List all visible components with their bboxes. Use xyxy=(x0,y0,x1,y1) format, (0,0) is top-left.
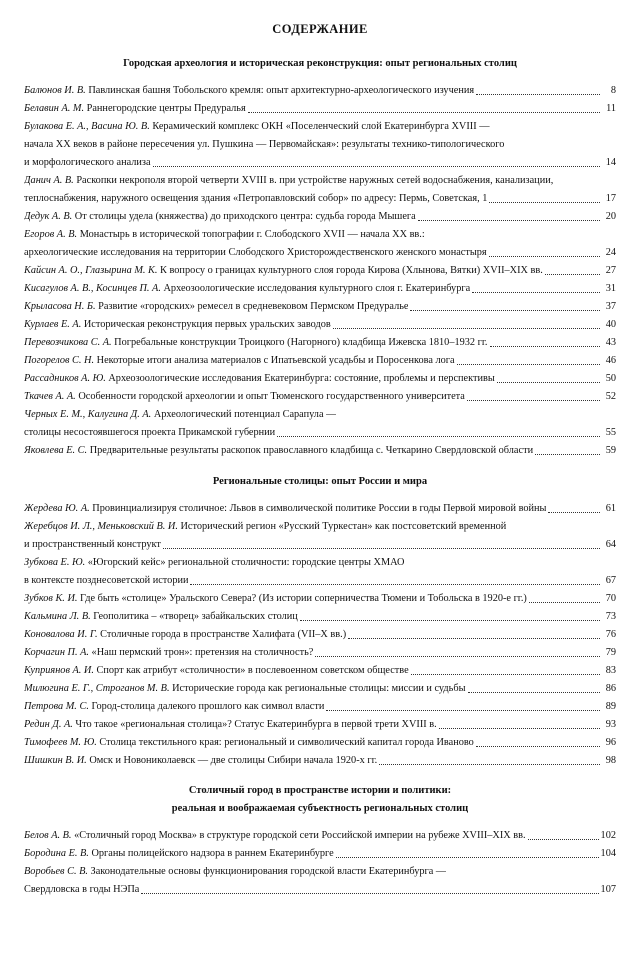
dot-leader xyxy=(457,364,600,365)
page-number: 40 xyxy=(605,319,616,330)
entry-text xyxy=(24,442,533,460)
entry-author: Коновалова И. Г. xyxy=(24,629,98,640)
entry-line xyxy=(24,536,616,554)
page-number: 70 xyxy=(605,593,616,604)
entry-line xyxy=(24,626,616,644)
dot-leader xyxy=(529,602,600,603)
section-title: Столичный город в пространстве истории и политики: xyxy=(188,785,452,796)
entry-text xyxy=(24,244,487,262)
entry-line xyxy=(24,208,616,226)
entry-author: Крыласова Н. Б. xyxy=(24,301,96,312)
entry-author: Перевозчикова С. А. xyxy=(24,337,112,348)
entry-text xyxy=(24,500,546,518)
entry-title: Некоторые итоги анализа материалов с Ипатьевской усадьбы и Поросенкова лога xyxy=(96,355,455,366)
entry-text xyxy=(24,334,488,352)
entry-title: Органы полицейского надзора в раннем Екатеринбурге xyxy=(91,848,334,859)
entry-text xyxy=(24,424,275,442)
entry-title: Город-столица далекого прошлого как символ власти xyxy=(91,701,325,712)
entry-line xyxy=(24,370,616,388)
dot-leader xyxy=(248,112,600,113)
entry-line xyxy=(24,352,616,370)
toc-entry[interactable] xyxy=(24,680,616,698)
page-number: 67 xyxy=(605,575,616,586)
entry-line xyxy=(24,172,616,190)
entry-text xyxy=(24,82,474,100)
entry-text xyxy=(24,298,408,316)
entry-text xyxy=(24,262,543,280)
entry-text xyxy=(24,208,416,226)
entry-line xyxy=(24,881,616,899)
dot-leader xyxy=(163,548,600,549)
entry-text xyxy=(24,118,490,136)
entry-text xyxy=(24,280,470,298)
toc-entry[interactable] xyxy=(24,734,616,752)
toc-entry[interactable] xyxy=(24,262,616,280)
entry-author: Зубкова Е. Ю. xyxy=(24,557,86,568)
page-number: 64 xyxy=(605,539,616,550)
entry-title: «Столичный город Москва» в структуре городской сети Российской империи на рубеже XVIII–XIX вв. xyxy=(74,830,526,841)
dot-leader xyxy=(528,839,599,840)
entry-author: Кальмина Л. В. xyxy=(24,611,91,622)
entry-text xyxy=(24,536,161,554)
entry-text xyxy=(24,316,331,334)
page-number: 55 xyxy=(605,427,616,438)
page-number: 31 xyxy=(605,283,616,294)
entry-title: начала XX веков в районе пересечения ул. Пушкина — Первомайская»: результаты технико-типологического xyxy=(24,139,505,150)
entry-line xyxy=(24,424,616,442)
entry-line xyxy=(24,190,616,208)
dot-leader xyxy=(418,220,600,221)
dot-leader xyxy=(476,746,600,747)
entry-text xyxy=(24,370,495,388)
page-number: 102 xyxy=(600,830,616,841)
entry-author: Егоров А. В. xyxy=(24,229,78,240)
toc-entry[interactable] xyxy=(24,845,616,863)
entry-line xyxy=(24,298,616,316)
entry-title: Столичные города в пространстве Халифата (VII–X вв.) xyxy=(100,629,347,640)
dot-leader xyxy=(379,764,600,765)
section-title: реальная и воображаемая субъектность региональных столиц xyxy=(171,803,469,814)
section-title: Региональные столицы: опыт России и мира xyxy=(212,476,428,487)
entry-author: Корчагин П. А. xyxy=(24,647,89,658)
toc-entry[interactable] xyxy=(24,352,616,370)
entry-title: Спорт как атрибут «столичности» в послевоенном советском обществе xyxy=(96,665,409,676)
entry-title: Особенности городской археологии и опыт Тюменского государственного университета xyxy=(78,391,465,402)
entry-title: в контексте позднесоветской истории xyxy=(24,575,189,586)
entry-author: Белавин А. М. xyxy=(24,103,85,114)
entry-title: Историческая реконструкция первых уральских заводов xyxy=(83,319,331,330)
entry-author: Куприянов А. И. xyxy=(24,665,94,676)
toc-entry[interactable] xyxy=(24,172,616,208)
page-number: 17 xyxy=(605,193,616,204)
entry-title: Археозоологические исследования культурного слоя г. Екатеринбурга xyxy=(163,283,471,294)
entry-title: Свердловска в годы НЭПа xyxy=(24,884,140,895)
page-number: 107 xyxy=(600,884,616,895)
entry-author: Кисагулов А. В., Косинцев П. А. xyxy=(24,283,161,294)
dot-leader xyxy=(326,710,600,711)
entry-author: Черных Е. М., Калугина Д. А. xyxy=(24,409,152,420)
toc-entry[interactable] xyxy=(24,554,616,590)
page-title: СОДЕРЖАНИЕ xyxy=(272,22,368,36)
entry-author: Балюнов И. В. xyxy=(24,85,86,96)
entry-text xyxy=(24,716,437,734)
page-number: 96 xyxy=(605,737,616,748)
toc-entry[interactable] xyxy=(24,662,616,680)
dot-leader xyxy=(548,512,600,513)
entry-line xyxy=(24,752,616,770)
toc-entry-list xyxy=(24,82,616,460)
page-number: 79 xyxy=(605,647,616,658)
entry-title: Развитие «городских» ремесел в средневековом Пермском Предуралье xyxy=(98,301,409,312)
page-number: 20 xyxy=(605,211,616,222)
entry-text xyxy=(24,388,465,406)
toc-entry-list xyxy=(24,827,616,899)
toc-entry[interactable] xyxy=(24,752,616,770)
page-number: 8 xyxy=(610,85,616,96)
entry-author: Яковлева Е. С. xyxy=(24,445,88,456)
dot-leader xyxy=(468,692,600,693)
toc-entry[interactable] xyxy=(24,370,616,388)
page-number: 73 xyxy=(605,611,616,622)
dot-leader xyxy=(315,656,600,657)
entry-line xyxy=(24,316,616,334)
entry-author: Кайсин А. О., Глазырина М. К. xyxy=(24,265,158,276)
entry-text xyxy=(24,626,346,644)
entry-author: Петрова М. С. xyxy=(24,701,89,712)
dot-leader xyxy=(153,166,600,167)
page-number: 14 xyxy=(605,157,616,168)
entry-title: и морфологического анализа xyxy=(24,157,151,168)
entry-line xyxy=(24,590,616,608)
dot-leader xyxy=(300,620,600,621)
entry-author: Бородина Е. В. xyxy=(24,848,89,859)
entry-author: Рассадников А. Ю. xyxy=(24,373,106,384)
entry-author: Ткачев А. А. xyxy=(24,391,76,402)
entry-text xyxy=(24,644,313,662)
toc-entry[interactable] xyxy=(24,827,616,845)
dot-leader xyxy=(489,202,600,203)
entry-title: «Наш пермский трон»: претензия на столичность? xyxy=(91,647,314,658)
toc-section xyxy=(24,782,616,899)
entry-text xyxy=(24,172,553,190)
entry-author: Тимофеев М. Ю. xyxy=(24,737,97,748)
entry-line xyxy=(24,334,616,352)
entry-line xyxy=(24,442,616,460)
toc-entry[interactable] xyxy=(24,518,616,554)
toc-entry[interactable] xyxy=(24,406,616,442)
entry-text xyxy=(24,100,246,118)
page-number: 11 xyxy=(606,103,616,114)
dot-leader xyxy=(333,328,600,329)
entry-line xyxy=(24,845,616,863)
entry-title: Омск и Новониколаевск — две столицы Сибири начала 1920-х гг. xyxy=(89,755,378,766)
page-number: 83 xyxy=(605,665,616,676)
entry-title: столицы несостоявшегося проекта Прикамской губернии xyxy=(24,427,276,438)
toc-section xyxy=(24,55,616,460)
entry-text xyxy=(24,590,527,608)
entry-title: теплоснабжения, наружного освещения здания «Петропавловский собор» по адресу: Пермь, Советская, 1 xyxy=(24,193,488,204)
toc-entry[interactable] xyxy=(24,500,616,518)
dot-leader xyxy=(411,674,600,675)
toc-entry[interactable] xyxy=(24,644,616,662)
entry-title: Исторические города как региональные столицы: миссии и судьбы xyxy=(172,683,466,694)
dot-leader xyxy=(490,346,600,347)
entry-line xyxy=(24,734,616,752)
toc-entry[interactable] xyxy=(24,334,616,352)
entry-title: Законодательные основы функционирования городской власти Екатеринбурга — xyxy=(90,866,447,877)
entry-line xyxy=(24,226,616,244)
dot-leader xyxy=(190,584,600,585)
dot-leader xyxy=(277,436,600,437)
entry-text xyxy=(24,698,324,716)
toc-section xyxy=(24,473,616,770)
toc-entry[interactable] xyxy=(24,608,616,626)
entry-author: Жеребцов И. Л., Меньковский В. И. xyxy=(24,521,178,532)
entry-text xyxy=(24,662,409,680)
entry-title: Столица текстильного края: региональный и символический капитал города Иваново xyxy=(99,737,474,748)
entry-author: Погорелов С. Н. xyxy=(24,355,95,366)
toc-entry[interactable] xyxy=(24,388,616,406)
toc-entry[interactable] xyxy=(24,590,616,608)
entry-line xyxy=(24,280,616,298)
toc-entry[interactable] xyxy=(24,698,616,716)
entry-line xyxy=(24,608,616,626)
entry-title: К вопросу о границах культурного слоя города Кирова (Хлынова, Вятки) XVII–XIX вв. xyxy=(160,265,543,276)
entry-text xyxy=(24,554,405,572)
entry-text xyxy=(24,881,139,899)
toc-entry[interactable] xyxy=(24,118,616,172)
page-number: 104 xyxy=(600,848,616,859)
entry-title: Раннегородские центры Предуралья xyxy=(86,103,246,114)
dot-leader xyxy=(410,310,600,311)
entry-text xyxy=(24,845,334,863)
toc-entry[interactable] xyxy=(24,863,616,899)
entry-author: Белов А. В. xyxy=(24,830,72,841)
dot-leader xyxy=(535,454,600,455)
toc-entry[interactable] xyxy=(24,100,616,118)
entry-title: Павлинская башня Тобольского кремля: опыт архитектурно-археологического изучения xyxy=(88,85,475,96)
dot-leader xyxy=(348,638,600,639)
entry-line xyxy=(24,644,616,662)
entry-title: Погребальные конструкции Троицкого (Нагорного) кладбища Ижевска 1810–1932 гг. xyxy=(114,337,488,348)
entry-text xyxy=(24,572,188,590)
toc-entry-list xyxy=(24,500,616,770)
entry-line xyxy=(24,827,616,845)
entry-line xyxy=(24,500,616,518)
entry-title: Геополитика – «творец» забайкальских столиц xyxy=(93,611,298,622)
toc-entry[interactable] xyxy=(24,716,616,734)
entry-text xyxy=(24,863,446,881)
entry-line xyxy=(24,554,616,572)
toc-entry[interactable] xyxy=(24,316,616,334)
entry-line xyxy=(24,82,616,100)
entry-line xyxy=(24,100,616,118)
dot-leader xyxy=(141,893,598,894)
entry-text xyxy=(24,226,425,244)
page-number: 52 xyxy=(605,391,616,402)
dot-leader xyxy=(476,94,600,95)
dot-leader xyxy=(497,382,600,383)
page-number: 43 xyxy=(605,337,616,348)
entry-author: Редин Д. А. xyxy=(24,719,73,730)
entry-line xyxy=(24,262,616,280)
dot-leader xyxy=(472,292,600,293)
entry-text xyxy=(24,734,474,752)
entry-title: Керамический комплекс ОКН «Поселенческий слой Екатеринбурга XVIII — xyxy=(152,121,490,132)
page-number: 46 xyxy=(605,355,616,366)
entry-line xyxy=(24,518,616,536)
entry-line xyxy=(24,118,616,136)
entry-title: Монастырь в исторической топографии г. Слободского XVII — начала XX вв.: xyxy=(79,229,425,240)
entry-author: Воробьев С. В. xyxy=(24,866,88,877)
entry-line xyxy=(24,662,616,680)
entry-line xyxy=(24,136,616,154)
dot-leader xyxy=(336,857,599,858)
entry-title: археологические исследования на территории Слободского Христорождественского женского монастыря xyxy=(24,247,487,258)
entry-text xyxy=(24,680,466,698)
table-of-contents xyxy=(24,55,616,899)
entry-text xyxy=(24,752,377,770)
entry-title: Предварительные результаты раскопок православного кладбища с. Четкарино Свердловской области xyxy=(89,445,534,456)
page-number: 98 xyxy=(605,755,616,766)
entry-title: Где быть «столице» Уральского Севера? (Из истории соперничества Тюмени и Тобольска в 1920-е гг.) xyxy=(80,593,527,604)
entry-text xyxy=(24,827,526,845)
page-number: 59 xyxy=(605,445,616,456)
entry-line xyxy=(24,388,616,406)
toc-entry[interactable] xyxy=(24,226,616,262)
toc-entry[interactable] xyxy=(24,280,616,298)
entry-author: Шишкин В. И. xyxy=(24,755,87,766)
entry-title: Археозоологические исследования Екатеринбурга: состояние, проблемы и перспективы xyxy=(108,373,495,384)
entry-author: Булакова Е. А., Васина Ю. В. xyxy=(24,121,150,132)
entry-line xyxy=(24,698,616,716)
toc-entry[interactable] xyxy=(24,442,616,460)
page-number: 24 xyxy=(605,247,616,258)
entry-line xyxy=(24,244,616,262)
page-number: 93 xyxy=(605,719,616,730)
entry-line xyxy=(24,406,616,424)
entry-title: От столицы удела (княжества) до приходского центра: судьба города Мышега xyxy=(74,211,416,222)
toc-entry[interactable] xyxy=(24,82,616,100)
dot-leader xyxy=(467,400,600,401)
entry-line xyxy=(24,572,616,590)
entry-line xyxy=(24,680,616,698)
entry-text xyxy=(24,352,455,370)
toc-entry[interactable] xyxy=(24,626,616,644)
entry-title: Исторический регион «Русский Туркестан» как постсоветский временной xyxy=(180,521,507,532)
entry-title: «Югорский кейс» региональной столичности: городские центры ХМАО xyxy=(87,557,405,568)
entry-line xyxy=(24,154,616,172)
entry-text xyxy=(24,406,336,424)
entry-line xyxy=(24,716,616,734)
entry-author: Зубков К. И. xyxy=(24,593,78,604)
entry-author: Милюгина Е. Г., Строганов М. В. xyxy=(24,683,170,694)
entry-line xyxy=(24,863,616,881)
entry-text xyxy=(24,518,506,536)
section-title: Городская археология и историческая реконструкция: опыт региональных столиц xyxy=(123,58,517,69)
page-number: 61 xyxy=(605,503,616,514)
page-number: 50 xyxy=(605,373,616,384)
page-number: 37 xyxy=(605,301,616,312)
entry-text xyxy=(24,190,487,208)
entry-title: Что такое «региональная столица»? Статус Екатеринбурга в первой трети XVIII в. xyxy=(75,719,437,730)
page-number: 89 xyxy=(605,701,616,712)
entry-text xyxy=(24,154,151,172)
entry-title: Археологический потенциал Сарапула — xyxy=(153,409,337,420)
toc-entry[interactable] xyxy=(24,298,616,316)
entry-author: Дедук А. В. xyxy=(24,211,73,222)
entry-title: Раскопки некрополя второй четверти XVIII в. при устройстве наружных сетей водоснабжения, канализации, xyxy=(76,175,554,186)
entry-author: Данич А. В. xyxy=(24,175,74,186)
dot-leader xyxy=(545,274,600,275)
dot-leader xyxy=(489,256,600,257)
entry-title: и пространственный конструкт xyxy=(24,539,161,550)
entry-author: Курлаев Е. А. xyxy=(24,319,82,330)
entry-text xyxy=(24,136,504,154)
dot-leader xyxy=(439,728,600,729)
entry-text xyxy=(24,608,298,626)
entry-title: Провинциализируя столичное: Львов в символической политике России в годы Первой мировой войны xyxy=(92,503,547,514)
page-number: 76 xyxy=(605,629,616,640)
entry-author: Жердева Ю. А. xyxy=(24,503,90,514)
page-number: 86 xyxy=(605,683,616,694)
page-number: 27 xyxy=(605,265,616,276)
toc-entry[interactable] xyxy=(24,208,616,226)
